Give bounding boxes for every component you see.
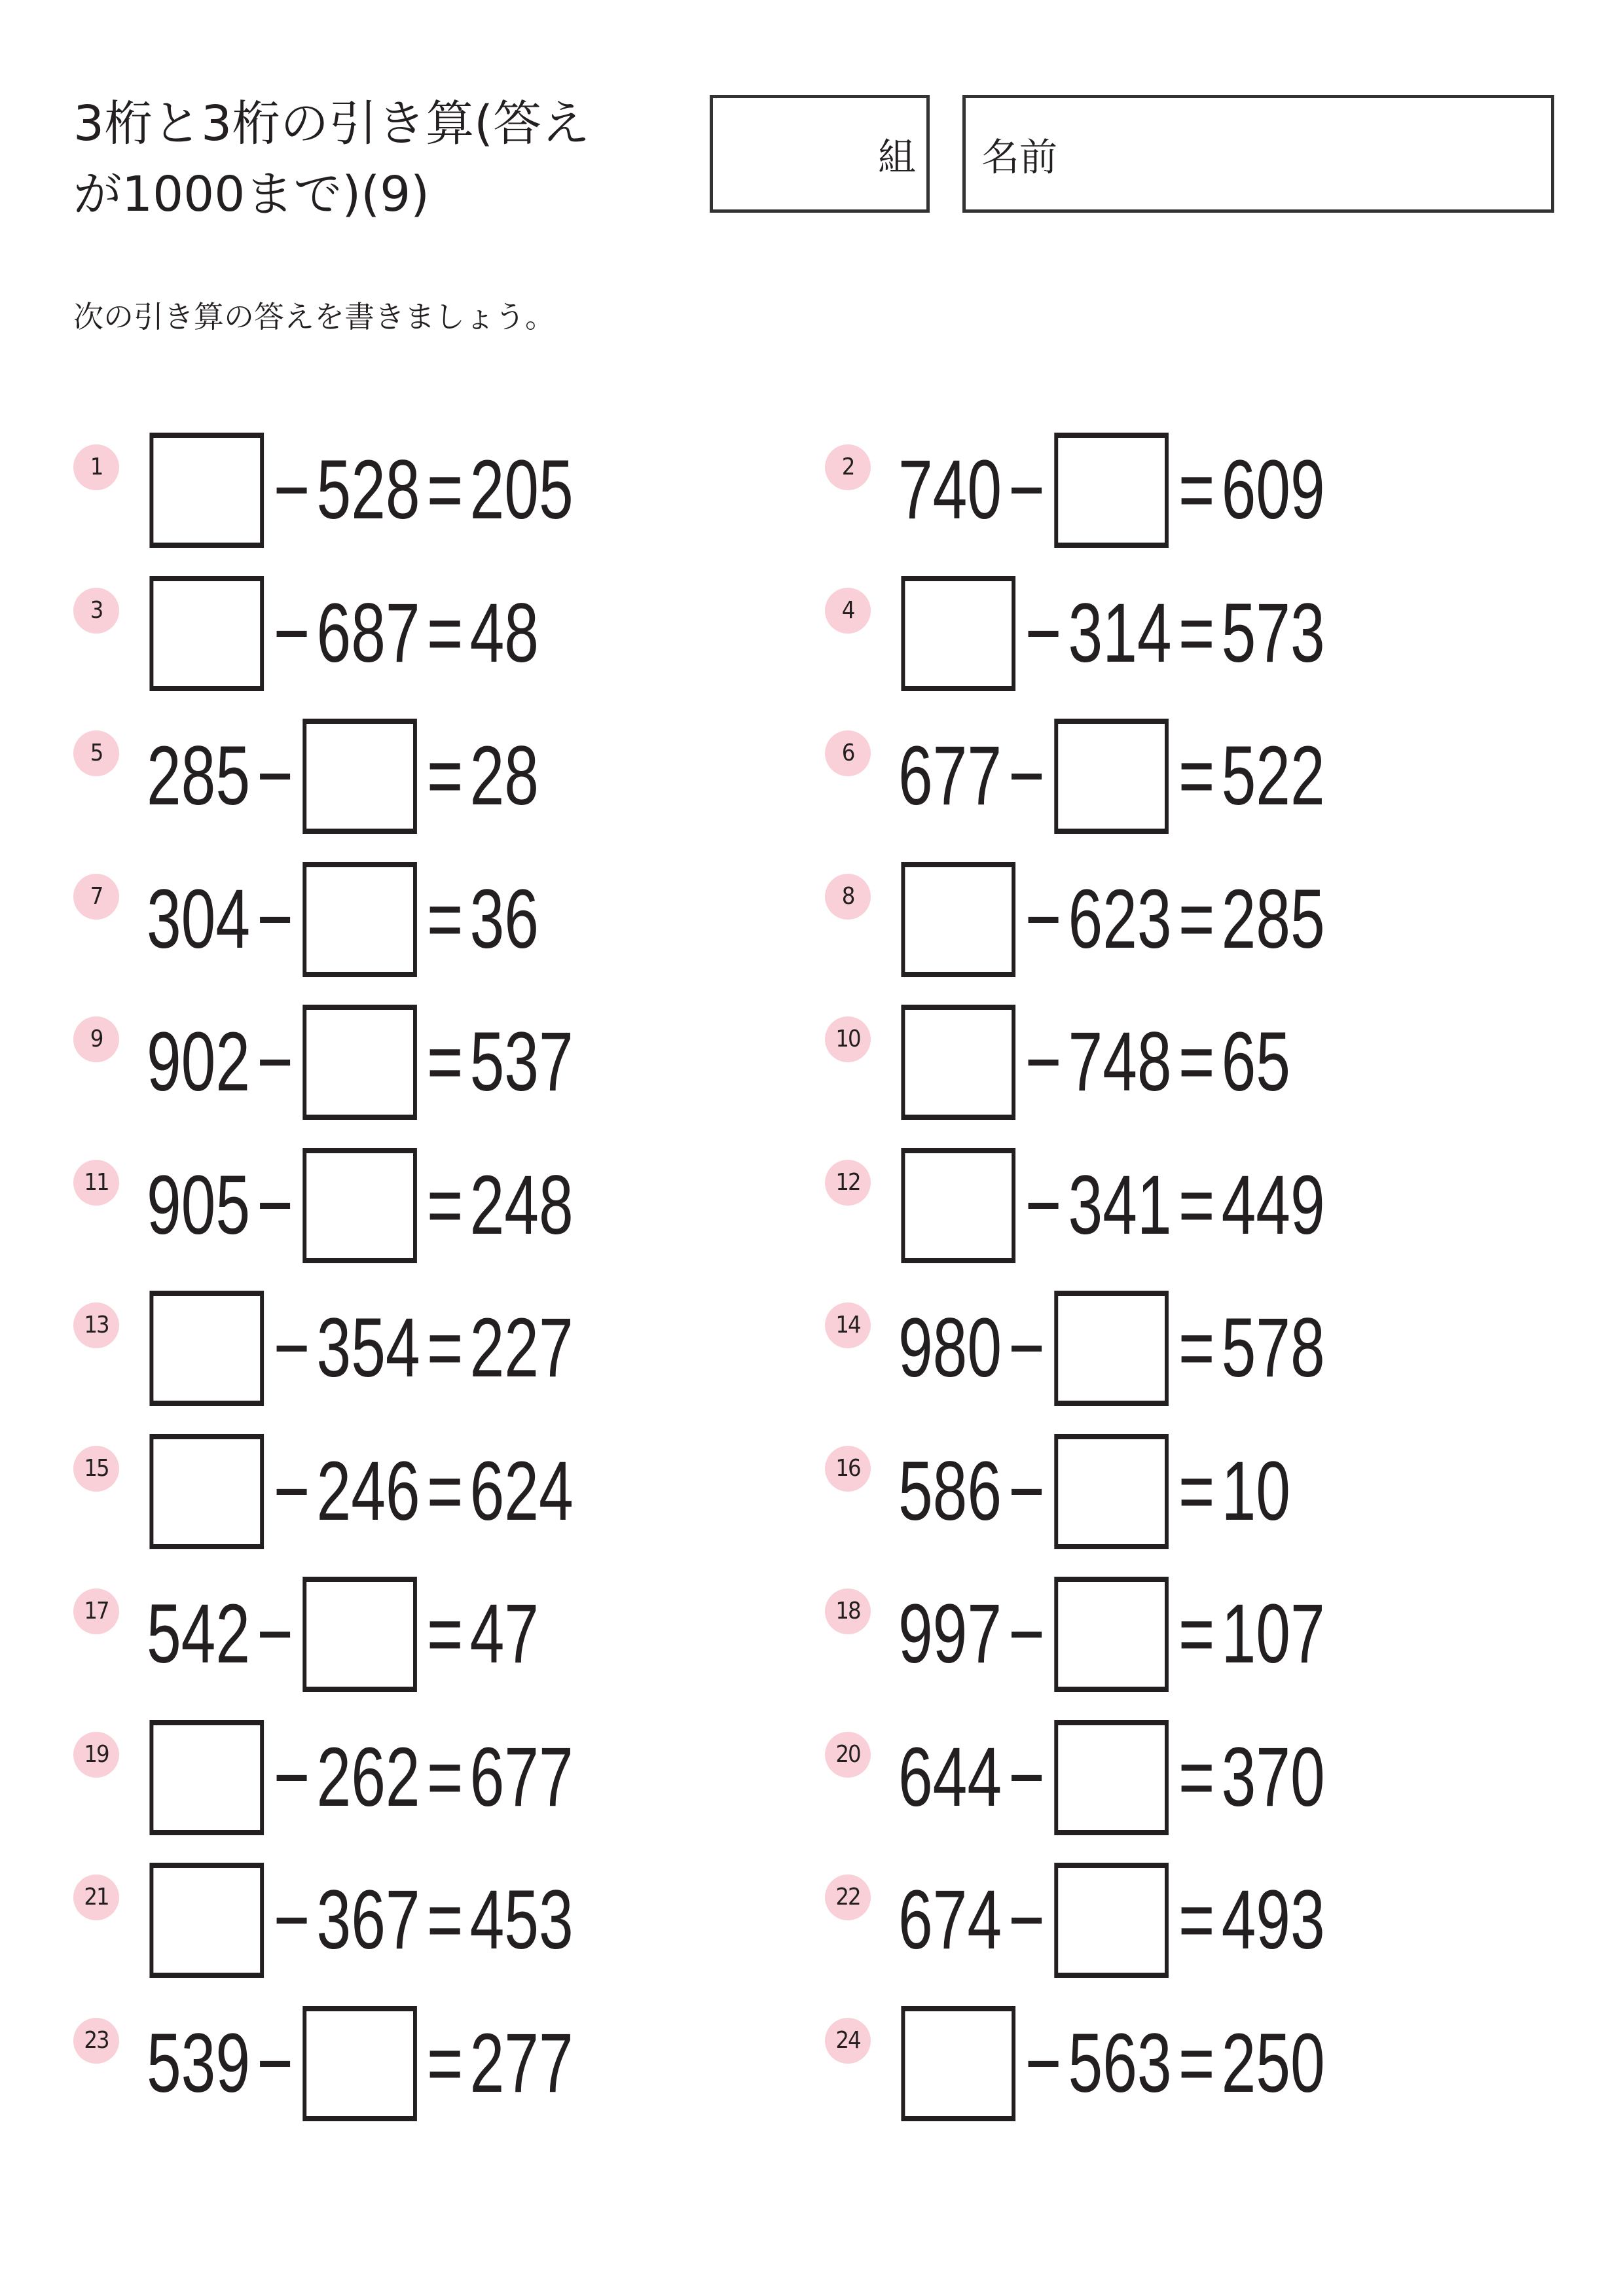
operand-value: 677 (898, 729, 1002, 823)
operand-value: 314 (1068, 586, 1172, 680)
result-value: 250 (1221, 2017, 1325, 2110)
result-value: 227 (469, 1301, 574, 1395)
operand-value: 902 (147, 1015, 251, 1109)
minus-sign: − (1025, 1158, 1062, 1252)
minus-sign: − (273, 1873, 310, 1967)
answer-box[interactable] (149, 576, 264, 691)
minus-sign: − (1008, 1444, 1045, 1538)
problem-expression (147, 1289, 574, 1408)
operand-value: 586 (898, 1444, 1002, 1538)
result-value: 624 (469, 1444, 574, 1538)
problem-number-badge: 9 (73, 1016, 119, 1062)
equals-sign: = (426, 1731, 464, 1824)
problem-expression (898, 1861, 1325, 1980)
equals-sign: = (1178, 872, 1215, 966)
minus-sign: − (1008, 1731, 1045, 1824)
minus-sign: − (273, 1301, 310, 1395)
equals-sign: = (1178, 586, 1215, 680)
problem-number-badge: 16 (825, 1446, 871, 1492)
result-value: 370 (1221, 1731, 1325, 1824)
problem-number-badge: 7 (73, 874, 119, 920)
equals-sign: = (426, 1301, 464, 1395)
equals-sign: = (426, 586, 464, 680)
operand-value: 539 (147, 2017, 251, 2110)
problem-expression (147, 431, 574, 550)
problem-expression (147, 860, 539, 979)
minus-sign: − (257, 1158, 293, 1252)
name-label: 名前 (981, 135, 1058, 179)
problem-number-badge: 19 (73, 1732, 119, 1778)
operand-value: 644 (898, 1731, 1002, 1824)
problem-number-badge: 18 (825, 1588, 871, 1634)
result-value: 285 (1221, 872, 1325, 966)
problem-expression (147, 1861, 574, 1980)
answer-box[interactable] (1055, 1291, 1169, 1406)
minus-sign: − (257, 1015, 293, 1109)
answer-box[interactable] (901, 1005, 1015, 1120)
problem-expression (898, 717, 1325, 836)
operand-value: 623 (1068, 872, 1172, 966)
operand-value: 997 (898, 1587, 1002, 1681)
equals-sign: = (426, 443, 464, 537)
problem-number-badge: 14 (825, 1302, 871, 1348)
result-value: 47 (469, 1587, 539, 1681)
minus-sign: − (1025, 586, 1062, 680)
problem-expression (898, 431, 1325, 550)
result-value: 205 (469, 443, 574, 537)
problem-number-badge: 3 (73, 588, 119, 634)
operand-value: 687 (316, 586, 420, 680)
operand-value: 748 (1068, 1015, 1172, 1109)
answer-box[interactable] (303, 2006, 418, 2121)
equals-sign: = (426, 872, 464, 966)
result-value: 248 (469, 1158, 574, 1252)
answer-box[interactable] (901, 862, 1015, 977)
minus-sign: − (1025, 1015, 1062, 1109)
answer-box[interactable] (1055, 1577, 1169, 1692)
answer-box[interactable] (149, 1720, 264, 1835)
problem-expression (898, 1575, 1325, 1694)
minus-sign: − (1025, 2017, 1062, 2110)
equals-sign: = (1178, 1015, 1215, 1109)
answer-box[interactable] (149, 1434, 264, 1549)
problem-number-badge: 4 (825, 588, 871, 634)
problem-number-badge: 20 (825, 1732, 871, 1778)
operand-value: 674 (898, 1873, 1002, 1967)
answer-box[interactable] (303, 862, 418, 977)
answer-box[interactable] (149, 1863, 264, 1978)
equals-sign: = (1178, 1444, 1215, 1538)
equals-sign: = (1178, 1731, 1215, 1824)
problem-number-badge: 2 (825, 444, 871, 490)
answer-box[interactable] (149, 1291, 264, 1406)
problem-number-badge: 12 (825, 1160, 871, 1206)
minus-sign: − (1025, 872, 1062, 966)
minus-sign: − (273, 586, 310, 680)
minus-sign: − (257, 1587, 293, 1681)
result-value: 578 (1221, 1301, 1325, 1395)
problem-expression (898, 1003, 1290, 1122)
minus-sign: − (257, 872, 293, 966)
minus-sign: − (1008, 1587, 1045, 1681)
problem-expression (147, 2004, 574, 2123)
problem-expression (147, 1432, 574, 1551)
operand-value: 740 (898, 443, 1002, 537)
equals-sign: = (426, 1015, 464, 1109)
problem-number-badge: 15 (73, 1446, 119, 1492)
answer-box[interactable] (1055, 1434, 1169, 1549)
problem-expression (898, 574, 1325, 693)
result-value: 277 (469, 2017, 574, 2110)
equals-sign: = (426, 1873, 464, 1967)
answer-box[interactable] (149, 433, 264, 548)
equals-sign: = (1178, 1587, 1215, 1681)
operand-value: 980 (898, 1301, 1002, 1395)
minus-sign: − (273, 443, 310, 537)
class-label: 組 (877, 135, 916, 179)
problem-expression (898, 1432, 1290, 1551)
result-value: 65 (1221, 1015, 1290, 1109)
minus-sign: − (1008, 1873, 1045, 1967)
answer-box[interactable] (303, 1005, 418, 1120)
problem-number-badge: 6 (825, 730, 871, 776)
answer-box[interactable] (901, 1148, 1015, 1263)
result-value: 522 (1221, 729, 1325, 823)
answer-box[interactable] (303, 719, 418, 834)
result-value: 609 (1221, 443, 1325, 537)
operand-value: 246 (316, 1444, 420, 1538)
problem-number-badge: 8 (825, 874, 871, 920)
problem-expression (898, 1718, 1325, 1837)
result-value: 48 (469, 586, 539, 680)
title-line-1: 3桁と3桁の引き算(答え (73, 96, 591, 152)
minus-sign: − (1008, 729, 1045, 823)
answer-box[interactable] (1055, 1720, 1169, 1835)
problem-number-badge: 13 (73, 1302, 119, 1348)
problem-expression (147, 574, 539, 693)
problem-expression (898, 1146, 1325, 1265)
problem-expression (898, 2004, 1325, 2123)
answer-box[interactable] (303, 1577, 418, 1692)
problem-expression (147, 1003, 574, 1122)
operand-value: 528 (316, 443, 420, 537)
answer-box[interactable] (1055, 1863, 1169, 1978)
problem-number-badge: 24 (825, 2018, 871, 2064)
operand-value: 341 (1068, 1158, 1172, 1252)
result-value: 453 (469, 1873, 574, 1967)
problem-expression (898, 1289, 1325, 1408)
answer-box[interactable] (901, 2006, 1015, 2121)
equals-sign: = (1178, 443, 1215, 537)
minus-sign: − (1008, 443, 1045, 537)
equals-sign: = (426, 1158, 464, 1252)
minus-sign: − (257, 729, 293, 823)
result-value: 449 (1221, 1158, 1325, 1252)
instruction-text: 次の引き算の答えを書きましょう。 (73, 299, 555, 334)
problem-number-badge: 21 (73, 1874, 119, 1920)
result-value: 107 (1221, 1587, 1325, 1681)
problem-number-badge: 23 (73, 2018, 119, 2064)
equals-sign: = (1178, 729, 1215, 823)
result-value: 573 (1221, 586, 1325, 680)
operand-value: 354 (316, 1301, 420, 1395)
result-value: 677 (469, 1731, 574, 1824)
result-value: 36 (469, 872, 539, 966)
result-value: 10 (1221, 1444, 1290, 1538)
minus-sign: − (1008, 1301, 1045, 1395)
problem-number-badge: 10 (825, 1016, 871, 1062)
problem-expression (147, 1718, 574, 1837)
result-value: 493 (1221, 1873, 1325, 1967)
operand-value: 542 (147, 1587, 251, 1681)
problem-number-badge: 1 (73, 444, 119, 490)
operand-value: 285 (147, 729, 251, 823)
equals-sign: = (426, 729, 464, 823)
equals-sign: = (1178, 2017, 1215, 2110)
result-value: 537 (469, 1015, 574, 1109)
operand-value: 304 (147, 872, 251, 966)
minus-sign: − (273, 1444, 310, 1538)
operand-value: 367 (316, 1873, 420, 1967)
operand-value: 905 (147, 1158, 251, 1252)
answer-box[interactable] (1055, 719, 1169, 834)
problem-expression (147, 1146, 574, 1265)
minus-sign: − (257, 2017, 293, 2110)
answer-box[interactable] (1055, 433, 1169, 548)
operand-value: 262 (316, 1731, 420, 1824)
problem-expression (147, 717, 539, 836)
answer-box[interactable] (901, 576, 1015, 691)
equals-sign: = (1178, 1873, 1215, 1967)
problem-number-badge: 5 (73, 730, 119, 776)
answer-box[interactable] (303, 1148, 418, 1263)
problem-number-badge: 22 (825, 1874, 871, 1920)
title-line-2: が1000まで)(9) (73, 166, 430, 223)
problem-expression (898, 860, 1325, 979)
minus-sign: − (273, 1731, 310, 1824)
operand-value: 563 (1068, 2017, 1172, 2110)
equals-sign: = (426, 1444, 464, 1538)
equals-sign: = (1178, 1301, 1215, 1395)
result-value: 28 (469, 729, 539, 823)
problem-number-badge: 11 (73, 1160, 119, 1206)
equals-sign: = (426, 2017, 464, 2110)
equals-sign: = (1178, 1158, 1215, 1252)
equals-sign: = (426, 1587, 464, 1681)
problem-expression (147, 1575, 539, 1694)
problem-number-badge: 17 (73, 1588, 119, 1634)
